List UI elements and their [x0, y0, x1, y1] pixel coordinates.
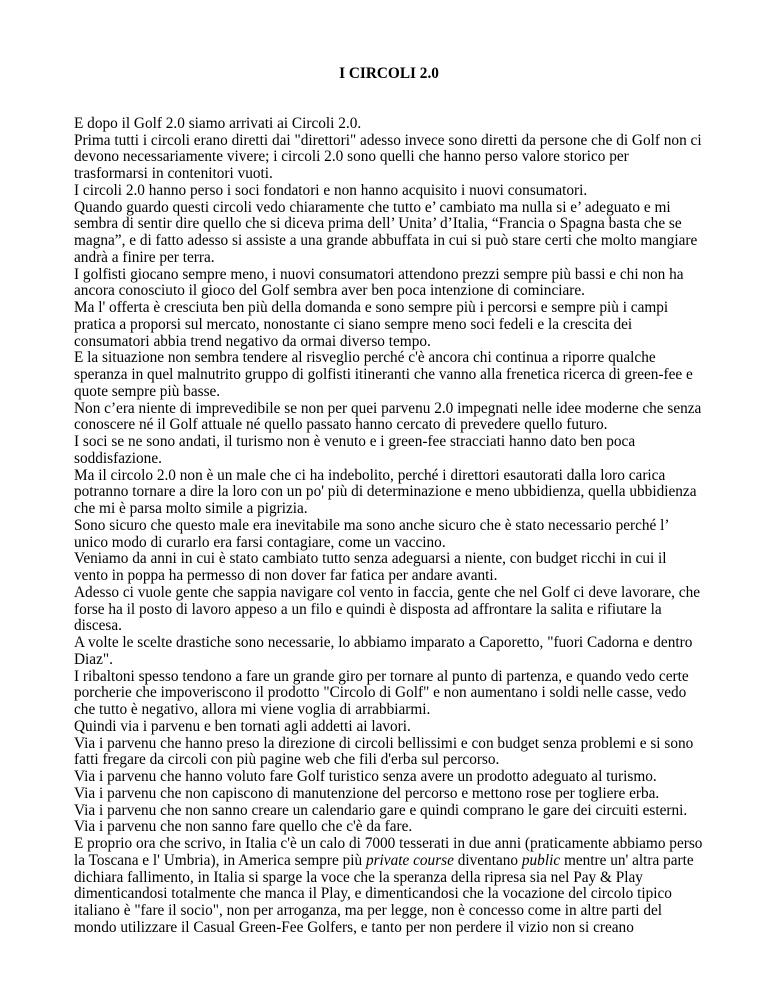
- paragraph: E dopo il Golf 2.0 siamo arrivati ai Circoli 2.0.: [74, 114, 362, 132]
- paragraph: I ribaltoni spesso tendono a fare un grande giro per tornare al punto di partenza, e quando vedo certe porcherie che impoveriscono il prodotto "Circolo di Golf" e non aumentano i soldi nelle casse, vedo che tutto è negativo, allora mi viene voglia di arrabbiarmi.: [74, 667, 689, 718]
- paragraph-text: mentre un' altra parte dichiara fallimento, in Italia si sparge la voce che la speranza della ripresa sia nel Pay & Play dimenticandosi totalmente che manca il Play, e dimenticandosi che la vocazione del circolo tipico italiano è "fare il socio", non per arroganza, ma per legge, non è concesso come in altre parti del mondo utilizzare il Casual Green-Fee Golfers, e tanto per non perdere il vizio non si creano: [74, 851, 694, 936]
- paragraph: Via i parvenu che non capiscono di manutenzione del percorso e mettono rose per togliere erba.: [74, 784, 660, 802]
- paragraph: I soci se ne sono andati, il turismo non è venuto e i green-fee stracciati hanno dato ben poca soddisfazione.: [74, 433, 636, 467]
- paragraph: Quando guardo questi circoli vedo chiaramente che tutto e’ cambiato ma nulla si e’ adeguato e mi sembra di sentir dire quello che si diceva prima dell’ Unita’ d’Italia, “Francia o Spagna basta che se magna”, e di fatto adesso si assiste a una grande abbuffata in cui si può stare certi che molto mangiare andrà a finire per terra.: [74, 198, 698, 266]
- paragraph: Quindi via i parvenu e ben tornati agli addetti ai lavori.: [74, 717, 411, 735]
- document-body: [74, 116, 704, 937]
- paragraph: Ma il circolo 2.0 non è un male che ci ha indebolito, perché i direttori esautorati dalla loro carica potranno tornare a dire la loro con un po' più di determinazione e meno ubbidienza, quella ubbidienza che mi è parsa molto simile a pigrizia.: [74, 466, 697, 517]
- paragraph-text: diventano: [453, 851, 522, 869]
- paragraph: Via i parvenu che non sanno fare quello che c'è da fare.: [74, 818, 413, 836]
- emphasis-text: private course: [365, 851, 454, 869]
- paragraph-text: E proprio ora che scrivo, in Italia c'è un calo di 7000 tesserati in due anni (praticamente abbiamo perso la Toscana e l' Umbria), in America sempre più: [74, 835, 703, 869]
- paragraph: Adesso ci vuole gente che sappia navigare col vento in faccia, gente che nel Golf ci deve lavorare, che forse ha il posto di lavoro appeso a un filo e quindi è disposta ad affrontare la salita e rifiutare la discesa.: [74, 583, 701, 635]
- paragraph: E la situazione non sembra tendere al risveglio perché c'è ancora chi continua a riporre qualche speranza in quel malnutrito gruppo di golfisti itineranti che vanno alla frenetica ricerca di green-fee e quote sempre più basse.: [74, 349, 693, 400]
- paragraph: Ma l' offerta è cresciuta ben più della domanda e sono sempre più i percorsi e sempre più i campi pratica a proporsi sul mercato, nonostante ci siano sempre meno soci fedeli e la crescita dei consumatori abbia trend negativo da ormai diverso tempo.: [74, 299, 669, 350]
- emphasis-text: public: [521, 851, 561, 869]
- paragraph: Non c’era niente di imprevedibile se non per quei parvenu 2.0 impegnati nelle idee moderne che senza conoscere né il Golf attuale né quello passato hanno cercato di prevedere quello futuro.: [74, 399, 702, 434]
- paragraph: Via i parvenu che hanno preso la direzione di circoli bellissimi e con budget senza problemi e si sono fatti fregare da circoli con più pagine web che fili d'erba sul percorso.: [74, 734, 694, 769]
- paragraph: Veniamo da anni in cui è stato cambiato tutto senza adeguarsi a niente, con budget ricchi in cui il vento in poppa ha permesso di non dover far fatica per andare avanti.: [74, 550, 667, 584]
- paragraph: Prima tutti i circoli erano diretti dai "direttori" adesso invece sono diretti da persone che di Golf non ci devono necessariamente vivere; i circoli 2.0 sono quelli che hanno perso valore storico per trasformarsi in contenitori vuoti.: [74, 131, 702, 182]
- paragraph: A volte le scelte drastiche sono necessarie, lo abbiamo imparato a Caporetto, "fuori Cadorna e dentro Diaz".: [74, 634, 693, 668]
- paragraph: Sono sicuro che questo male era inevitabile ma sono anche sicuro che è stato necessario perché l’ unico modo di curarlo era farsi contagiare, come un vaccino.: [74, 516, 669, 551]
- document-title: I CIRCOLI 2.0: [339, 65, 439, 82]
- paragraph: Via i parvenu che non sanno creare un calendario gare e quindi comprano le gare dei circuiti esterni.: [74, 801, 688, 819]
- paragraph: Via i parvenu che hanno voluto fare Golf turistico senza avere un prodotto adeguato al turismo.: [74, 768, 657, 785]
- paragraph-last: [74, 836, 704, 937]
- document-page: [74, 66, 704, 937]
- paragraph: I circoli 2.0 hanno perso i soci fondatori e non hanno acquisito i nuovi consumatori.: [74, 181, 588, 199]
- paragraph: I golfisti giocano sempre meno, i nuovi consumatori attendono prezzi sempre più bassi e chi non ha ancora conosciuto il gioco del Golf sembra aver ben poca intenzione di cominciare.: [74, 265, 684, 300]
